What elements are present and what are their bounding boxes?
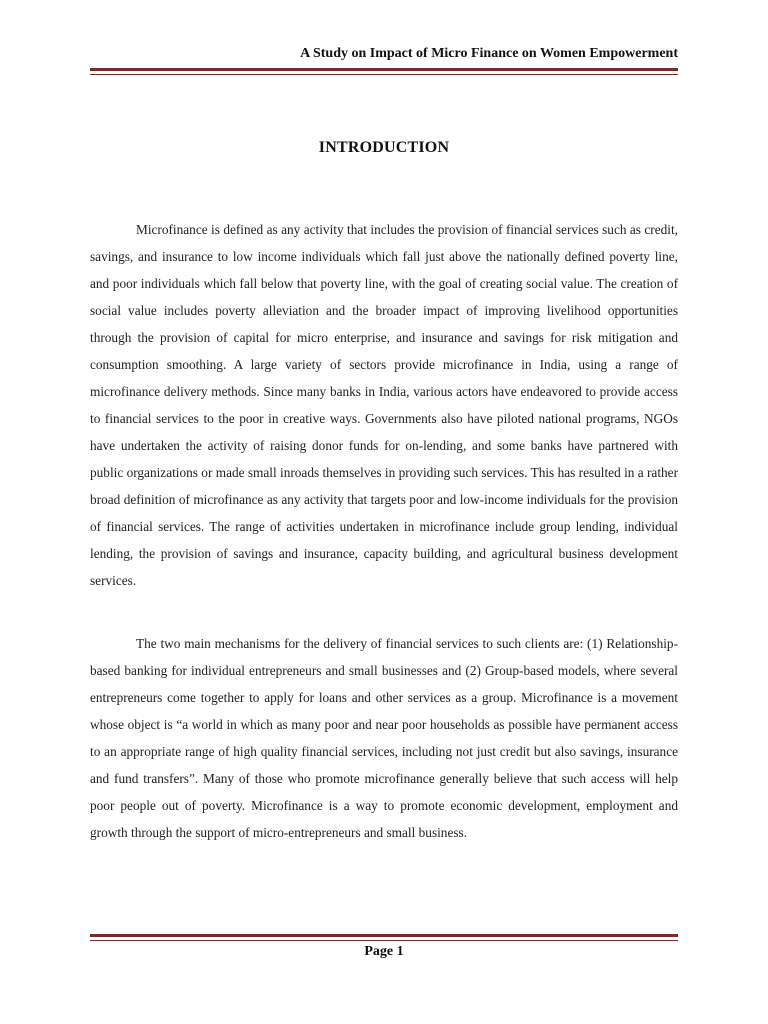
header-rule-thick — [90, 68, 678, 71]
page-number: Page 1 — [364, 944, 404, 959]
footer-rule-thin — [90, 940, 678, 941]
footer-rule-thick — [90, 934, 678, 937]
section-title: INTRODUCTION — [318, 139, 450, 156]
running-header-title: A Study on Impact of Micro Finance on Women Empowerment — [300, 46, 678, 61]
body-paragraph: Microfinance is defined as any activity that includes the provision of financial services such as credit, savings, and insurance to low income individuals which fall just above the nationally defined poverty line, and poor individuals which fall below that poverty line, with the goal of creating social value. The creation of social value includes poverty alleviation and the broader impact of improving livelihood opportunities through the provision of capital for micro enterprise, and insurance and savings for risk mitigation and consumption smoothing. A large variety of sectors provide microfinance in India, using a range of microfinance delivery methods. Since many banks in India, various actors have endeavored to provide access to financial services to the poor in creative ways. Governments also have piloted national programs, NGOs have undertaken the activity of raising donor funds for on-lending, and some banks have partnered with public organizations or made small inroads themselves in providing such services. This has resulted in a rather broad definition of microfinance as any activity that targets poor and low-income individuals for the provision of financial services. The range of activities undertaken in microfinance include group lending, individual lending, the provision of savings and insurance, capacity building, and agricultural business development services. — [90, 222, 678, 588]
body-paragraph: The two main mechanisms for the delivery of financial services to such clients are: (1) Relationship-based banking for individual entrepreneurs and small businesses and (2) Group-based models, where several entrepreneurs come together to apply for loans and other services as a group. Microfinance is a movement whose object is “a world in which as many poor and near poor households as possible have permanent access to an appropriate range of high quality financial services, including not just credit but also savings, insurance and fund transfers”. Many of those who promote microfinance generally believe that such access will help poor people out of poverty. Microfinance is a way to promote economic development, employment and growth through the support of micro-entrepreneurs and small business. — [90, 636, 678, 840]
body-paragraph-2-block — [90, 630, 678, 846]
header-rule-thin — [90, 74, 678, 75]
body-paragraph-1-block — [90, 216, 678, 594]
